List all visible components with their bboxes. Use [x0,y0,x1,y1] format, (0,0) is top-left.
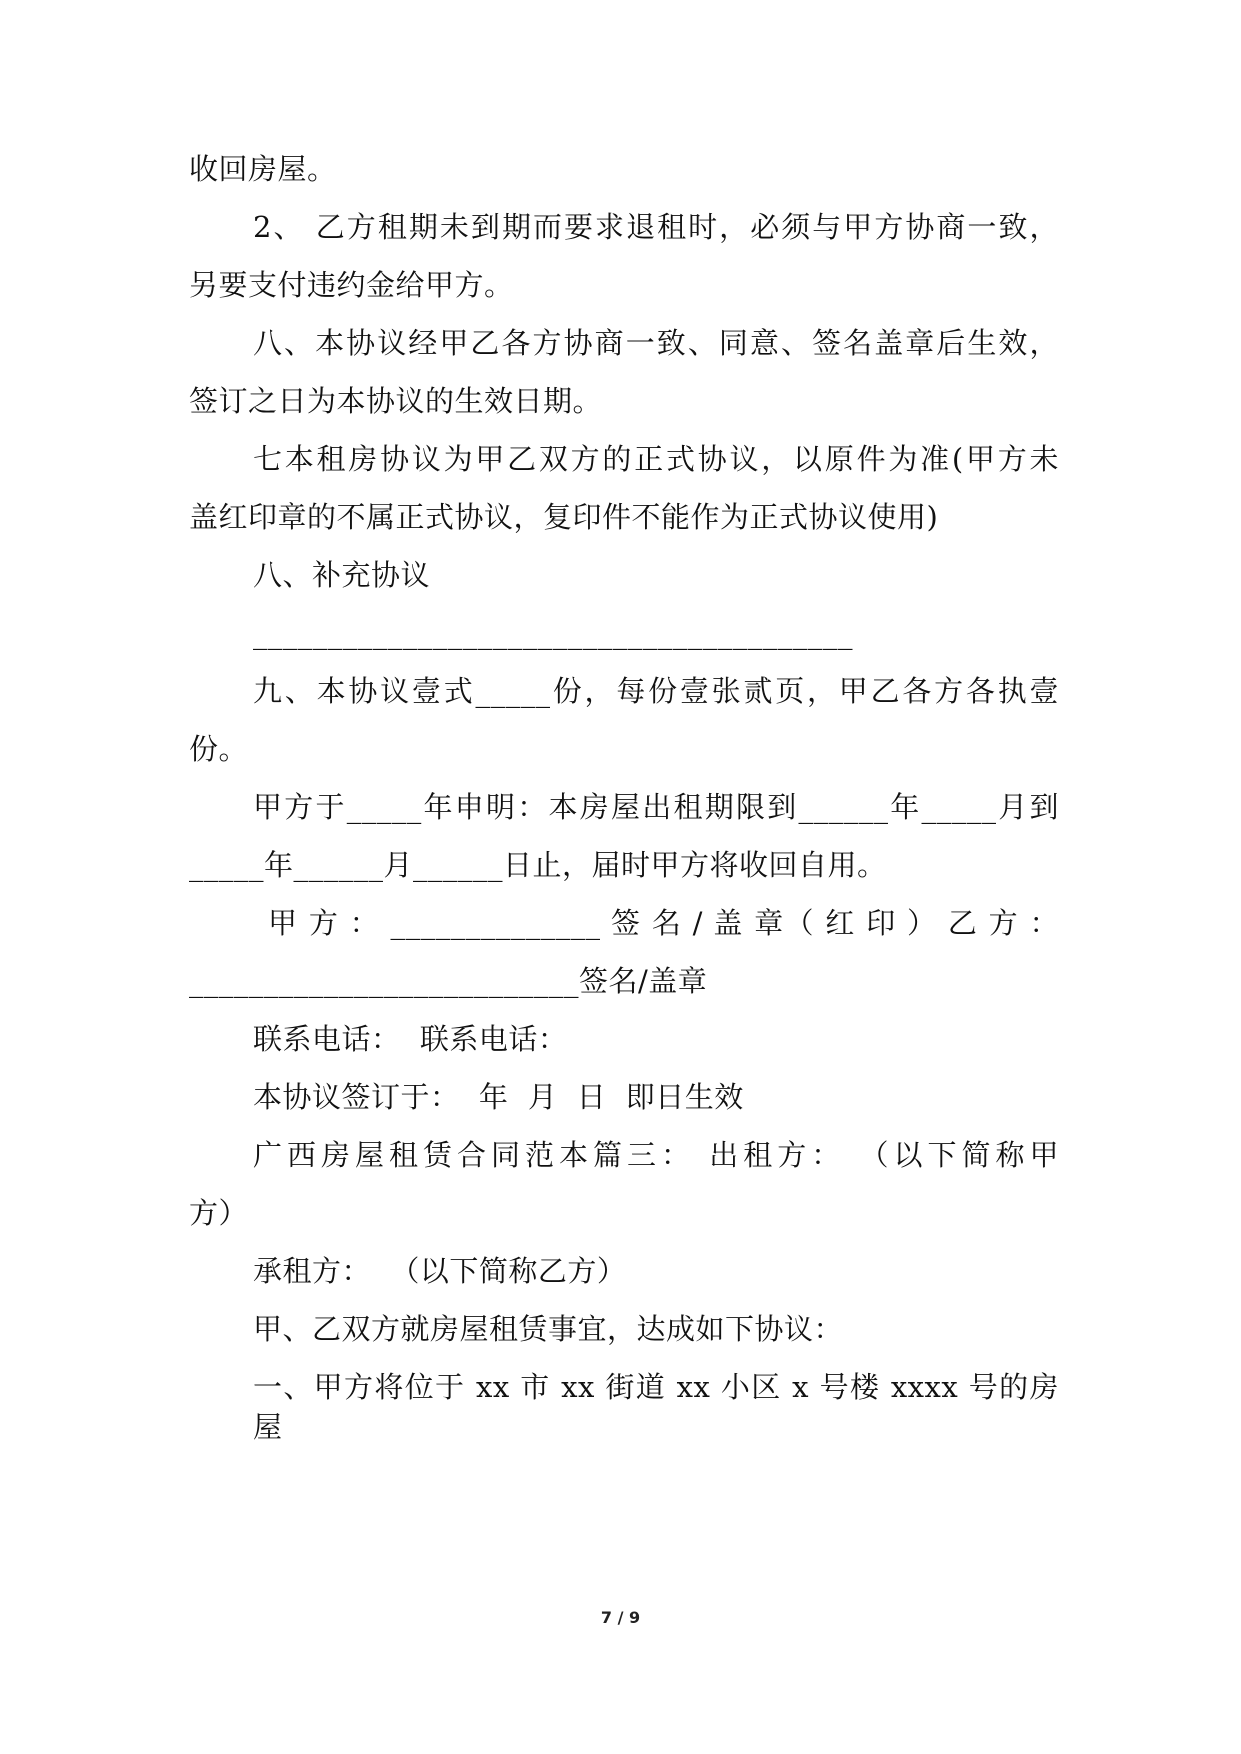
text-line: 承租方： （以下简称乙方） [253,1254,627,1288]
text-line: 份。 [189,732,249,766]
text-line: 甲、乙双方就房屋租赁事宜，达成如下协议： [253,1312,844,1346]
text-line: 方） [189,1196,249,1230]
text-line: 八、本协议经甲乙各方协商一致、同意、签名盖章后生效， [253,326,1059,360]
text-line: 2、 乙方租期未到期而要求退租时，必须与甲方协商一致， [253,210,1059,244]
text-line: 八、补充协议 [253,558,431,592]
text-line: 广西房屋租赁合同范本篇三： 出租方： （以下简称甲 [253,1138,1059,1172]
text-line: 甲方于_____年申明：本房屋出租期限到______年_____月到 [253,790,1059,824]
text-line: 盖红印章的不属正式协议，复印件不能作为正式协议使用) [189,500,939,534]
text-line: 本协议签订于： 年 月 日 即日生效 [253,1080,744,1114]
blank-line: ________________________________________ [253,616,853,650]
text-line: 九、本协议壹式_____份，每份壹张贰页，甲乙各方各执壹 [253,674,1059,708]
signature-line: 甲 方 ： ______________ 签 名 / 盖 章（ 红 印 ） 乙 方 ： [268,906,1059,940]
page-number: 7 / 9 [600,1608,641,1627]
signature-line: __________________________签名/盖章 [189,964,708,998]
text-line: 联系电话： 联系电话： [253,1022,568,1056]
text-line: _____年______月______日止，届时甲方将收回自用。 [189,848,887,882]
text-line: 七本租房协议为甲乙双方的正式协议，以原件为准(甲方未 [253,442,1059,476]
text-line: 另要支付违约金给甲方。 [189,268,514,302]
text-line: 一、甲方将位于 xx 市 xx 街道 xx 小区 x 号楼 xxxx 号的房屋 [253,1370,1059,1444]
text-line: 收回房屋。 [189,152,337,186]
text-line: 签订之日为本协议的生效日期。 [189,384,603,418]
